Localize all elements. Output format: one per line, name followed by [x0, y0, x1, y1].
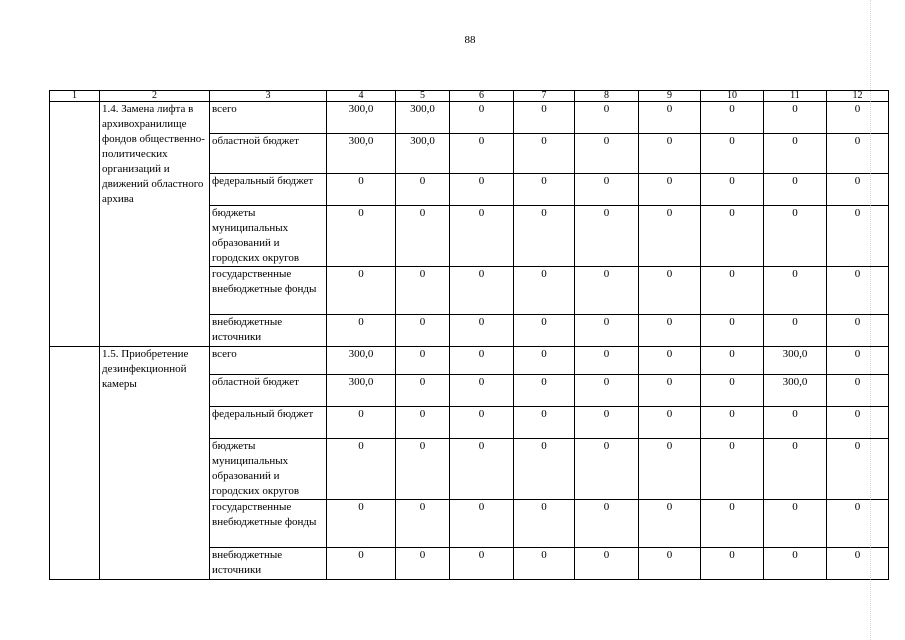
amount-cell: 0	[827, 347, 889, 375]
amount-cell: 0	[639, 134, 701, 174]
amount-cell: 0	[396, 267, 450, 315]
amount-cell: 0	[701, 439, 764, 500]
amount-cell: 0	[514, 407, 575, 439]
amount-cell: 0	[514, 174, 575, 206]
amount-cell: 0	[514, 102, 575, 134]
amount-cell: 0	[639, 315, 701, 347]
amount-cell: 0	[514, 315, 575, 347]
amount-cell: 0	[396, 500, 450, 548]
table-body	[50, 102, 889, 580]
amount-cell: 0	[575, 500, 639, 548]
amount-cell: 0	[639, 500, 701, 548]
funding-source-cell: внебюджетные источники	[210, 315, 327, 347]
amount-cell: 0	[764, 102, 827, 134]
amount-cell: 0	[701, 315, 764, 347]
funding-source-cell: федеральный бюджет	[210, 174, 327, 206]
amount-cell: 0	[450, 439, 514, 500]
amount-cell: 0	[764, 548, 827, 580]
page-number: 88	[464, 34, 476, 46]
amount-cell: 300,0	[764, 347, 827, 375]
amount-cell: 0	[327, 500, 396, 548]
amount-cell: 0	[827, 407, 889, 439]
amount-cell: 0	[450, 315, 514, 347]
funding-source-cell: областной бюджет	[210, 134, 327, 174]
amount-cell: 0	[639, 174, 701, 206]
amount-cell: 0	[639, 102, 701, 134]
amount-cell: 0	[701, 407, 764, 439]
amount-cell: 0	[639, 267, 701, 315]
amount-cell: 0	[827, 315, 889, 347]
column-header: 6	[450, 91, 514, 102]
amount-cell: 0	[396, 174, 450, 206]
amount-cell: 0	[396, 375, 450, 407]
amount-cell: 0	[575, 315, 639, 347]
amount-cell: 0	[639, 548, 701, 580]
amount-cell: 0	[764, 206, 827, 267]
column-header: 4	[327, 91, 396, 102]
column-header: 8	[575, 91, 639, 102]
funding-source-cell: государственные внебюджетные фонды	[210, 267, 327, 315]
amount-cell: 0	[639, 347, 701, 375]
amount-cell: 0	[396, 548, 450, 580]
amount-cell: 300,0	[396, 102, 450, 134]
amount-cell: 0	[639, 407, 701, 439]
amount-cell: 0	[827, 134, 889, 174]
amount-cell: 0	[764, 407, 827, 439]
amount-cell: 0	[827, 439, 889, 500]
amount-cell: 0	[450, 102, 514, 134]
measure-name-cell: 1.4. Замена лифта в архивохранилище фондов общественно-политических организаций и движений областного архива	[100, 102, 210, 347]
amount-cell: 0	[450, 174, 514, 206]
amount-cell: 0	[827, 375, 889, 407]
amount-cell: 0	[701, 375, 764, 407]
amount-cell: 0	[327, 439, 396, 500]
amount-cell: 0	[575, 267, 639, 315]
amount-cell: 0	[575, 174, 639, 206]
column-header: 9	[639, 91, 701, 102]
number-cell	[50, 102, 100, 347]
column-header: 3	[210, 91, 327, 102]
amount-cell: 0	[764, 315, 827, 347]
amount-cell: 300,0	[327, 102, 396, 134]
amount-cell: 0	[575, 134, 639, 174]
amount-cell: 0	[575, 548, 639, 580]
column-header: 10	[701, 91, 764, 102]
column-header: 11	[764, 91, 827, 102]
header-row	[50, 91, 889, 102]
amount-cell: 0	[396, 347, 450, 375]
amount-cell: 0	[396, 407, 450, 439]
amount-cell: 0	[701, 174, 764, 206]
column-header: 7	[514, 91, 575, 102]
amount-cell: 0	[764, 267, 827, 315]
amount-cell: 0	[827, 102, 889, 134]
column-header: 5	[396, 91, 450, 102]
amount-cell: 0	[514, 206, 575, 267]
amount-cell: 0	[396, 439, 450, 500]
funding-source-cell: бюджеты муниципальных образований и городских округов	[210, 439, 327, 500]
budget-table	[49, 90, 889, 580]
amount-cell: 0	[450, 407, 514, 439]
table-row	[50, 102, 889, 134]
amount-cell: 300,0	[327, 134, 396, 174]
amount-cell: 0	[575, 375, 639, 407]
amount-cell: 0	[327, 407, 396, 439]
amount-cell: 0	[575, 102, 639, 134]
amount-cell: 0	[327, 206, 396, 267]
amount-cell: 0	[639, 439, 701, 500]
amount-cell: 0	[701, 500, 764, 548]
amount-cell: 0	[450, 347, 514, 375]
amount-cell: 0	[827, 206, 889, 267]
funding-source-cell: всего	[210, 102, 327, 134]
amount-cell: 0	[450, 267, 514, 315]
amount-cell: 0	[450, 375, 514, 407]
amount-cell: 0	[450, 548, 514, 580]
amount-cell: 0	[827, 267, 889, 315]
amount-cell: 300,0	[396, 134, 450, 174]
amount-cell: 0	[575, 206, 639, 267]
amount-cell: 0	[450, 134, 514, 174]
amount-cell: 0	[575, 439, 639, 500]
amount-cell: 0	[575, 407, 639, 439]
amount-cell: 0	[450, 206, 514, 267]
funding-source-cell: внебюджетные источники	[210, 548, 327, 580]
amount-cell: 0	[450, 500, 514, 548]
amount-cell: 0	[575, 347, 639, 375]
amount-cell: 0	[639, 375, 701, 407]
amount-cell: 0	[514, 500, 575, 548]
amount-cell: 300,0	[327, 375, 396, 407]
amount-cell: 0	[827, 174, 889, 206]
amount-cell: 0	[514, 548, 575, 580]
funding-source-cell: всего	[210, 347, 327, 375]
amount-cell: 0	[514, 134, 575, 174]
amount-cell: 0	[514, 347, 575, 375]
amount-cell: 0	[827, 500, 889, 548]
amount-cell: 0	[764, 174, 827, 206]
amount-cell: 0	[701, 102, 764, 134]
amount-cell: 0	[827, 548, 889, 580]
amount-cell: 0	[764, 500, 827, 548]
number-cell	[50, 347, 100, 580]
amount-cell: 0	[396, 315, 450, 347]
column-header: 1	[50, 91, 100, 102]
amount-cell: 0	[764, 134, 827, 174]
scan-edge-marks	[870, 0, 905, 640]
amount-cell: 300,0	[327, 347, 396, 375]
amount-cell: 0	[514, 267, 575, 315]
amount-cell: 0	[327, 548, 396, 580]
amount-cell: 0	[327, 267, 396, 315]
measure-name-cell: 1.5. Приобретение дезинфекционной камеры	[100, 347, 210, 580]
amount-cell: 0	[701, 548, 764, 580]
amount-cell: 0	[396, 206, 450, 267]
column-header: 12	[827, 91, 889, 102]
amount-cell: 0	[701, 206, 764, 267]
column-header: 2	[100, 91, 210, 102]
funding-source-cell: федеральный бюджет	[210, 407, 327, 439]
amount-cell: 0	[764, 439, 827, 500]
funding-source-cell: областной бюджет	[210, 375, 327, 407]
amount-cell: 0	[701, 267, 764, 315]
amount-cell: 0	[514, 439, 575, 500]
amount-cell: 0	[639, 206, 701, 267]
amount-cell: 0	[327, 174, 396, 206]
funding-source-cell: бюджеты муниципальных образований и городских округов	[210, 206, 327, 267]
table-row	[50, 347, 889, 375]
funding-source-cell: государственные внебюджетные фонды	[210, 500, 327, 548]
amount-cell: 0	[701, 134, 764, 174]
amount-cell: 0	[701, 347, 764, 375]
amount-cell: 0	[514, 375, 575, 407]
amount-cell: 300,0	[764, 375, 827, 407]
amount-cell: 0	[327, 315, 396, 347]
